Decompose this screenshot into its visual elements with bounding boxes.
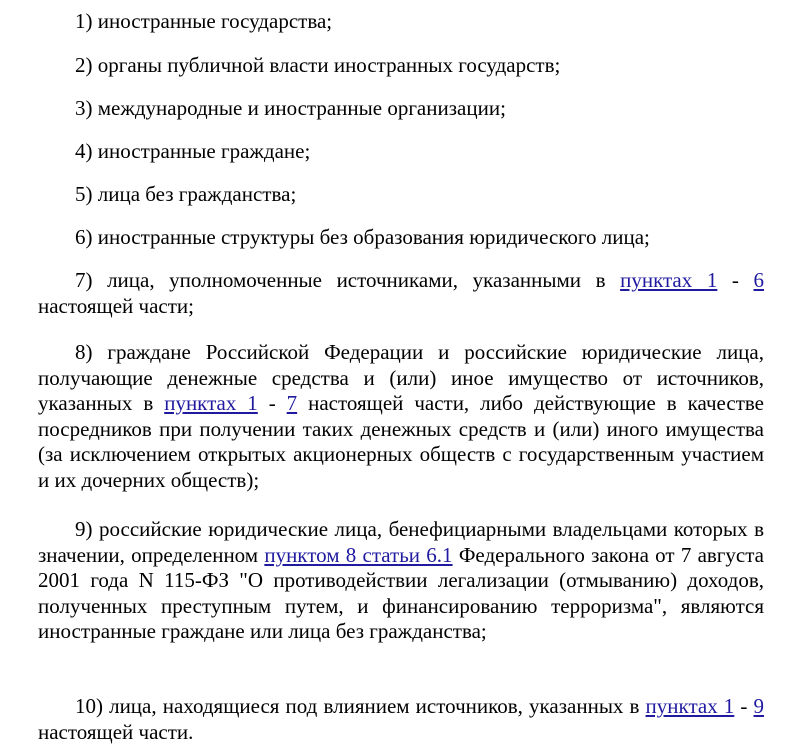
link-point-8-article-6-1[interactable]: пунктом 8 статьи 6.1: [264, 542, 453, 567]
item-text: 7) лица, уполномоченные источниками, указанными в: [75, 268, 621, 292]
range-separator: -: [717, 268, 754, 292]
item-text-end: Федерального закона от 7 августа 2001 года N 115-ФЗ "О противодействии легализации (отмыванию) доходов, полученных преступным путем, и финансированию терроризма", являются иностранные граждане или лица без гражданства;: [38, 542, 764, 643]
item-text: 2) органы публичной власти иностранных государств;: [75, 53, 561, 77]
list-item-8: [38, 340, 764, 493]
item-text: 6) иностранные структуры без образования юридического лица;: [75, 225, 650, 249]
item-text: 1) иностранные государства;: [75, 9, 333, 33]
range-separator: -: [257, 391, 287, 415]
item-text-end: настоящей части;: [38, 293, 194, 318]
link-points-1[interactable]: пунктах 1: [164, 391, 258, 415]
list-item-1: [38, 9, 764, 35]
item-text: 8) граждане Российской Федерации и российские юридические лица, получающие денежные средства и (или) иное имущество от источников, указанных в: [38, 340, 764, 415]
item-text-end: настоящей части, либо действующие в качестве посредников при получении таких денежных средств и (или) иного имущества (за исключением открытых акционерных обществ с государственным участием и их дочерних обществ);: [38, 391, 764, 492]
item-text: 4) иностранные граждане;: [75, 139, 311, 163]
item-text-end: настоящей части.: [38, 719, 194, 744]
link-point-6[interactable]: 6: [753, 268, 764, 292]
item-text: 9) российские юридические лица, бенефициарными владельцами которых в значении, определенном: [38, 517, 764, 567]
item-text: 3) международные и иностранные организации;: [75, 96, 506, 120]
list-item-9: [38, 517, 764, 645]
link-point-9[interactable]: 9: [753, 694, 765, 718]
list-item-3: [38, 96, 764, 122]
list-item-7: [38, 268, 764, 319]
link-points-1[interactable]: пунктах 1: [645, 694, 735, 718]
list-item-2: [38, 53, 764, 79]
list-item-6: [38, 225, 764, 251]
list-item-10: [38, 694, 764, 745]
list-item-5: [38, 182, 764, 208]
item-text: 10) лица, находящиеся под влиянием источников, указанных в: [75, 694, 646, 718]
item-text: 5) лица без гражданства;: [75, 182, 297, 206]
range-separator: -: [734, 694, 754, 718]
link-points-1[interactable]: пунктах 1: [620, 268, 718, 292]
link-point-7[interactable]: 7: [286, 391, 298, 415]
list-item-4: [38, 139, 764, 165]
